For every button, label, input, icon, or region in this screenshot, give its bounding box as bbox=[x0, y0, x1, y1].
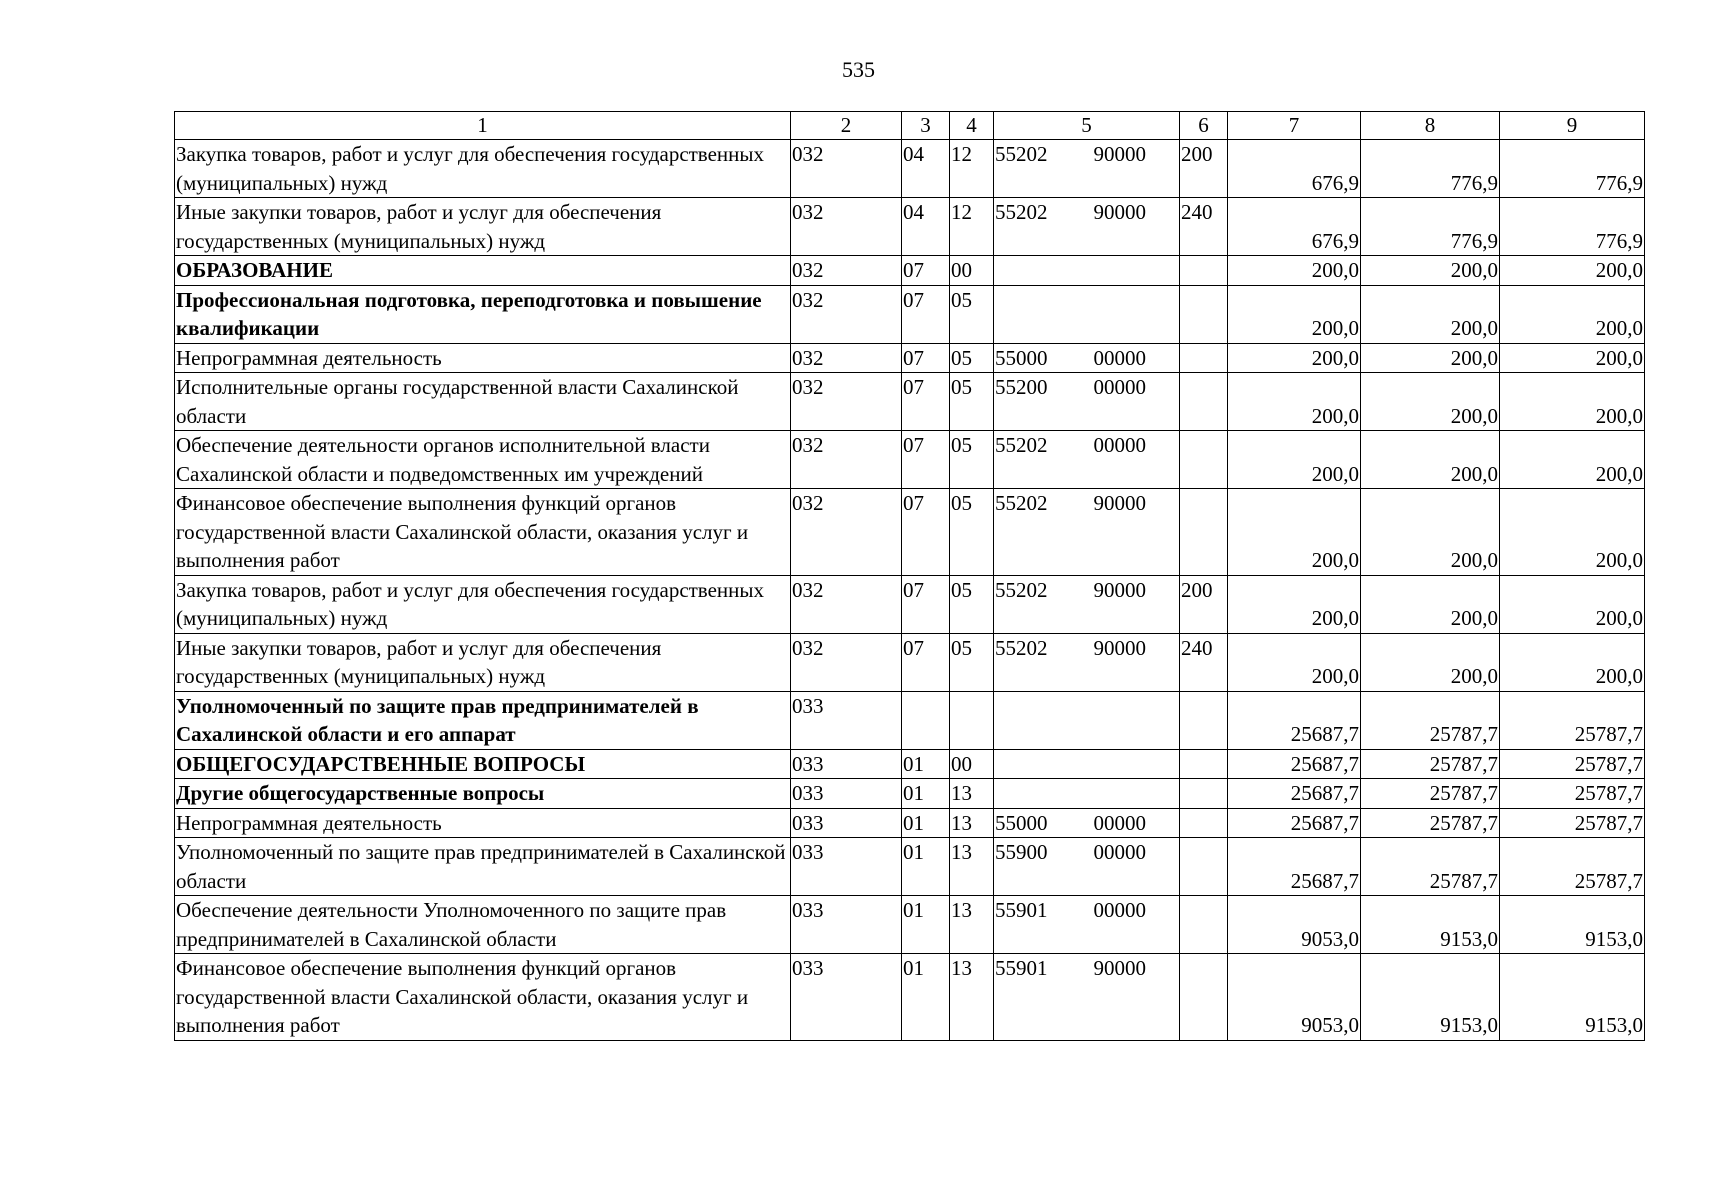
subsection-code: 13 bbox=[950, 808, 994, 838]
target-article-subcode bbox=[1086, 749, 1180, 779]
amount-col-9: 200,0 bbox=[1500, 431, 1645, 489]
amount-col-8: 200,0 bbox=[1361, 575, 1500, 633]
amount-col-9: 200,0 bbox=[1500, 633, 1645, 691]
section-code: 01 bbox=[902, 954, 950, 1041]
admin-code: 033 bbox=[791, 808, 902, 838]
amount-col-8: 200,0 bbox=[1361, 633, 1500, 691]
amount-col-8: 25787,7 bbox=[1361, 691, 1500, 749]
section-code: 01 bbox=[902, 779, 950, 809]
section-code: 07 bbox=[902, 285, 950, 343]
target-article-code: 55202 bbox=[994, 140, 1086, 198]
amount-col-9: 200,0 bbox=[1500, 489, 1645, 576]
amount-col-7: 200,0 bbox=[1228, 373, 1361, 431]
amount-col-8: 25787,7 bbox=[1361, 749, 1500, 779]
table-row bbox=[175, 896, 1645, 954]
amount-col-8: 200,0 bbox=[1361, 256, 1500, 286]
amount-col-8: 25787,7 bbox=[1361, 808, 1500, 838]
section-code: 01 bbox=[902, 749, 950, 779]
table-row bbox=[175, 343, 1645, 373]
table-row bbox=[175, 808, 1645, 838]
amount-col-9: 200,0 bbox=[1500, 373, 1645, 431]
table-row bbox=[175, 691, 1645, 749]
expense-type-code bbox=[1180, 749, 1228, 779]
target-article-subcode: 00000 bbox=[1086, 373, 1180, 431]
target-article-subcode: 00000 bbox=[1086, 838, 1180, 896]
target-article-subcode: 00000 bbox=[1086, 808, 1180, 838]
target-article-code: 55202 bbox=[994, 431, 1086, 489]
row-name: Профессиональная подготовка, переподготовка и повышение квалификации bbox=[175, 285, 791, 343]
expense-type-code bbox=[1180, 779, 1228, 809]
admin-code: 033 bbox=[791, 896, 902, 954]
expense-type-code bbox=[1180, 285, 1228, 343]
amount-col-7: 25687,7 bbox=[1228, 691, 1361, 749]
expense-type-code: 240 bbox=[1180, 633, 1228, 691]
amount-col-7: 25687,7 bbox=[1228, 749, 1361, 779]
amount-col-7: 200,0 bbox=[1228, 285, 1361, 343]
target-article-code: 55202 bbox=[994, 489, 1086, 576]
section-code bbox=[902, 691, 950, 749]
amount-col-7: 9053,0 bbox=[1228, 954, 1361, 1041]
admin-code: 032 bbox=[791, 343, 902, 373]
target-article-code: 55900 bbox=[994, 838, 1086, 896]
amount-col-8: 9153,0 bbox=[1361, 896, 1500, 954]
subsection-code: 13 bbox=[950, 896, 994, 954]
table-row bbox=[175, 489, 1645, 576]
target-article-code bbox=[994, 285, 1086, 343]
amount-col-8: 200,0 bbox=[1361, 343, 1500, 373]
expense-type-code bbox=[1180, 343, 1228, 373]
header-cell-8: 8 bbox=[1361, 112, 1500, 140]
table-row bbox=[175, 140, 1645, 198]
amount-col-9: 200,0 bbox=[1500, 343, 1645, 373]
section-code: 07 bbox=[902, 575, 950, 633]
section-code: 07 bbox=[902, 431, 950, 489]
table-row bbox=[175, 373, 1645, 431]
amount-col-9: 25787,7 bbox=[1500, 838, 1645, 896]
section-code: 04 bbox=[902, 198, 950, 256]
amount-col-9: 9153,0 bbox=[1500, 954, 1645, 1041]
header-row bbox=[175, 112, 1645, 140]
amount-col-7: 25687,7 bbox=[1228, 838, 1361, 896]
row-name: ОБРАЗОВАНИЕ bbox=[175, 256, 791, 286]
header-cell-3: 3 bbox=[902, 112, 950, 140]
amount-col-9: 25787,7 bbox=[1500, 779, 1645, 809]
amount-col-8: 776,9 bbox=[1361, 198, 1500, 256]
target-article-code bbox=[994, 779, 1086, 809]
amount-col-9: 776,9 bbox=[1500, 198, 1645, 256]
subsection-code bbox=[950, 691, 994, 749]
table-row bbox=[175, 954, 1645, 1041]
section-code: 07 bbox=[902, 633, 950, 691]
subsection-code: 00 bbox=[950, 749, 994, 779]
budget-table bbox=[174, 111, 1645, 1041]
amount-col-9: 25787,7 bbox=[1500, 808, 1645, 838]
subsection-code: 05 bbox=[950, 633, 994, 691]
admin-code: 032 bbox=[791, 633, 902, 691]
amount-col-8: 25787,7 bbox=[1361, 779, 1500, 809]
target-article-subcode: 90000 bbox=[1086, 489, 1180, 576]
target-article-subcode: 90000 bbox=[1086, 198, 1180, 256]
expense-type-code bbox=[1180, 691, 1228, 749]
row-name: Закупка товаров, работ и услуг для обеспечения государственных (муниципальных) нужд bbox=[175, 575, 791, 633]
expense-type-code bbox=[1180, 256, 1228, 286]
target-article-code bbox=[994, 691, 1086, 749]
subsection-code: 05 bbox=[950, 489, 994, 576]
amount-col-7: 676,9 bbox=[1228, 198, 1361, 256]
row-name: Закупка товаров, работ и услуг для обеспечения государственных (муниципальных) нужд bbox=[175, 140, 791, 198]
table-row bbox=[175, 256, 1645, 286]
header-cell-6: 6 bbox=[1180, 112, 1228, 140]
target-article-subcode: 90000 bbox=[1086, 575, 1180, 633]
target-article-code: 55000 bbox=[994, 343, 1086, 373]
target-article-subcode: 00000 bbox=[1086, 431, 1180, 489]
header-cell-7: 7 bbox=[1228, 112, 1361, 140]
table-row bbox=[175, 285, 1645, 343]
target-article-subcode: 00000 bbox=[1086, 896, 1180, 954]
row-name: Уполномоченный по защите прав предпринимателей в Сахалинской области bbox=[175, 838, 791, 896]
subsection-code: 05 bbox=[950, 285, 994, 343]
admin-code: 032 bbox=[791, 198, 902, 256]
row-name: Финансовое обеспечение выполнения функций органов государственной власти Сахалинской области, оказания услуг и выполнения работ bbox=[175, 954, 791, 1041]
header-cell-1: 1 bbox=[175, 112, 791, 140]
subsection-code: 05 bbox=[950, 343, 994, 373]
amount-col-7: 200,0 bbox=[1228, 431, 1361, 489]
target-article-code bbox=[994, 256, 1086, 286]
admin-code: 032 bbox=[791, 285, 902, 343]
subsection-code: 05 bbox=[950, 575, 994, 633]
table-row bbox=[175, 198, 1645, 256]
table-body bbox=[175, 140, 1645, 1041]
section-code: 07 bbox=[902, 256, 950, 286]
subsection-code: 13 bbox=[950, 954, 994, 1041]
amount-col-7: 9053,0 bbox=[1228, 896, 1361, 954]
amount-col-7: 200,0 bbox=[1228, 489, 1361, 576]
amount-col-9: 25787,7 bbox=[1500, 749, 1645, 779]
row-name: Непрограммная деятельность bbox=[175, 343, 791, 373]
amount-col-8: 776,9 bbox=[1361, 140, 1500, 198]
expense-type-code bbox=[1180, 954, 1228, 1041]
subsection-code: 12 bbox=[950, 198, 994, 256]
target-article-subcode: 90000 bbox=[1086, 140, 1180, 198]
admin-code: 032 bbox=[791, 140, 902, 198]
amount-col-9: 200,0 bbox=[1500, 575, 1645, 633]
amount-col-8: 9153,0 bbox=[1361, 954, 1500, 1041]
row-name: Обеспечение деятельности органов исполнительной власти Сахалинской области и подведомственных им учреждений bbox=[175, 431, 791, 489]
admin-code: 032 bbox=[791, 489, 902, 576]
expense-type-code bbox=[1180, 489, 1228, 576]
subsection-code: 05 bbox=[950, 373, 994, 431]
amount-col-9: 200,0 bbox=[1500, 256, 1645, 286]
admin-code: 032 bbox=[791, 373, 902, 431]
expense-type-code: 200 bbox=[1180, 575, 1228, 633]
subsection-code: 12 bbox=[950, 140, 994, 198]
row-name: Непрограммная деятельность bbox=[175, 808, 791, 838]
admin-code: 032 bbox=[791, 575, 902, 633]
target-article-subcode: 00000 bbox=[1086, 343, 1180, 373]
table-row bbox=[175, 779, 1645, 809]
header-cell-9: 9 bbox=[1500, 112, 1645, 140]
amount-col-7: 200,0 bbox=[1228, 343, 1361, 373]
amount-col-9: 9153,0 bbox=[1500, 896, 1645, 954]
row-name: Финансовое обеспечение выполнения функций органов государственной власти Сахалинской области, оказания услуг и выполнения работ bbox=[175, 489, 791, 576]
amount-col-7: 200,0 bbox=[1228, 633, 1361, 691]
expense-type-code bbox=[1180, 896, 1228, 954]
expense-type-code: 240 bbox=[1180, 198, 1228, 256]
section-code: 07 bbox=[902, 343, 950, 373]
expense-type-code bbox=[1180, 838, 1228, 896]
table-row bbox=[175, 633, 1645, 691]
target-article-code: 55901 bbox=[994, 954, 1086, 1041]
amount-col-8: 200,0 bbox=[1361, 431, 1500, 489]
target-article-subcode: 90000 bbox=[1086, 954, 1180, 1041]
amount-col-9: 25787,7 bbox=[1500, 691, 1645, 749]
target-article-code: 55000 bbox=[994, 808, 1086, 838]
amount-col-8: 200,0 bbox=[1361, 489, 1500, 576]
amount-col-7: 25687,7 bbox=[1228, 808, 1361, 838]
amount-col-7: 25687,7 bbox=[1228, 779, 1361, 809]
target-article-code: 55202 bbox=[994, 198, 1086, 256]
header-cell-4: 4 bbox=[950, 112, 994, 140]
admin-code: 033 bbox=[791, 779, 902, 809]
amount-col-9: 200,0 bbox=[1500, 285, 1645, 343]
amount-col-7: 200,0 bbox=[1228, 256, 1361, 286]
section-code: 07 bbox=[902, 489, 950, 576]
header-cell-2: 2 bbox=[791, 112, 902, 140]
subsection-code: 13 bbox=[950, 838, 994, 896]
table-row bbox=[175, 575, 1645, 633]
section-code: 04 bbox=[902, 140, 950, 198]
amount-col-7: 676,9 bbox=[1228, 140, 1361, 198]
page-number: 535 bbox=[842, 57, 875, 82]
target-article-code: 55200 bbox=[994, 373, 1086, 431]
amount-col-8: 200,0 bbox=[1361, 285, 1500, 343]
amount-col-7: 200,0 bbox=[1228, 575, 1361, 633]
row-name: Исполнительные органы государственной власти Сахалинской области bbox=[175, 373, 791, 431]
admin-code: 033 bbox=[791, 749, 902, 779]
admin-code: 032 bbox=[791, 431, 902, 489]
expense-type-code bbox=[1180, 431, 1228, 489]
target-article-code: 55202 bbox=[994, 575, 1086, 633]
target-article-subcode bbox=[1086, 779, 1180, 809]
admin-code: 033 bbox=[791, 691, 902, 749]
target-article-code: 55901 bbox=[994, 896, 1086, 954]
target-article-subcode: 90000 bbox=[1086, 633, 1180, 691]
row-name: ОБЩЕГОСУДАРСТВЕННЫЕ ВОПРОСЫ bbox=[175, 749, 791, 779]
target-article-subcode bbox=[1086, 285, 1180, 343]
table-row bbox=[175, 838, 1645, 896]
row-name: Уполномоченный по защите прав предпринимателей в Сахалинской области и его аппарат bbox=[175, 691, 791, 749]
subsection-code: 00 bbox=[950, 256, 994, 286]
header-cell-5: 5 bbox=[994, 112, 1180, 140]
target-article-subcode bbox=[1086, 256, 1180, 286]
section-code: 01 bbox=[902, 896, 950, 954]
amount-col-8: 200,0 bbox=[1361, 373, 1500, 431]
table-row bbox=[175, 431, 1645, 489]
target-article-code: 55202 bbox=[994, 633, 1086, 691]
row-name: Обеспечение деятельности Уполномоченного по защите прав предпринимателей в Сахалинской области bbox=[175, 896, 791, 954]
amount-col-8: 25787,7 bbox=[1361, 838, 1500, 896]
subsection-code: 05 bbox=[950, 431, 994, 489]
target-article-subcode bbox=[1086, 691, 1180, 749]
expense-type-code bbox=[1180, 808, 1228, 838]
admin-code: 033 bbox=[791, 954, 902, 1041]
target-article-code bbox=[994, 749, 1086, 779]
expense-type-code: 200 bbox=[1180, 140, 1228, 198]
amount-col-9: 776,9 bbox=[1500, 140, 1645, 198]
section-code: 01 bbox=[902, 838, 950, 896]
row-name: Иные закупки товаров, работ и услуг для обеспечения государственных (муниципальных) нужд bbox=[175, 633, 791, 691]
section-code: 07 bbox=[902, 373, 950, 431]
section-code: 01 bbox=[902, 808, 950, 838]
row-name: Иные закупки товаров, работ и услуг для обеспечения государственных (муниципальных) нужд bbox=[175, 198, 791, 256]
subsection-code: 13 bbox=[950, 779, 994, 809]
row-name: Другие общегосударственные вопросы bbox=[175, 779, 791, 809]
expense-type-code bbox=[1180, 373, 1228, 431]
admin-code: 032 bbox=[791, 256, 902, 286]
table-row bbox=[175, 749, 1645, 779]
admin-code: 033 bbox=[791, 838, 902, 896]
